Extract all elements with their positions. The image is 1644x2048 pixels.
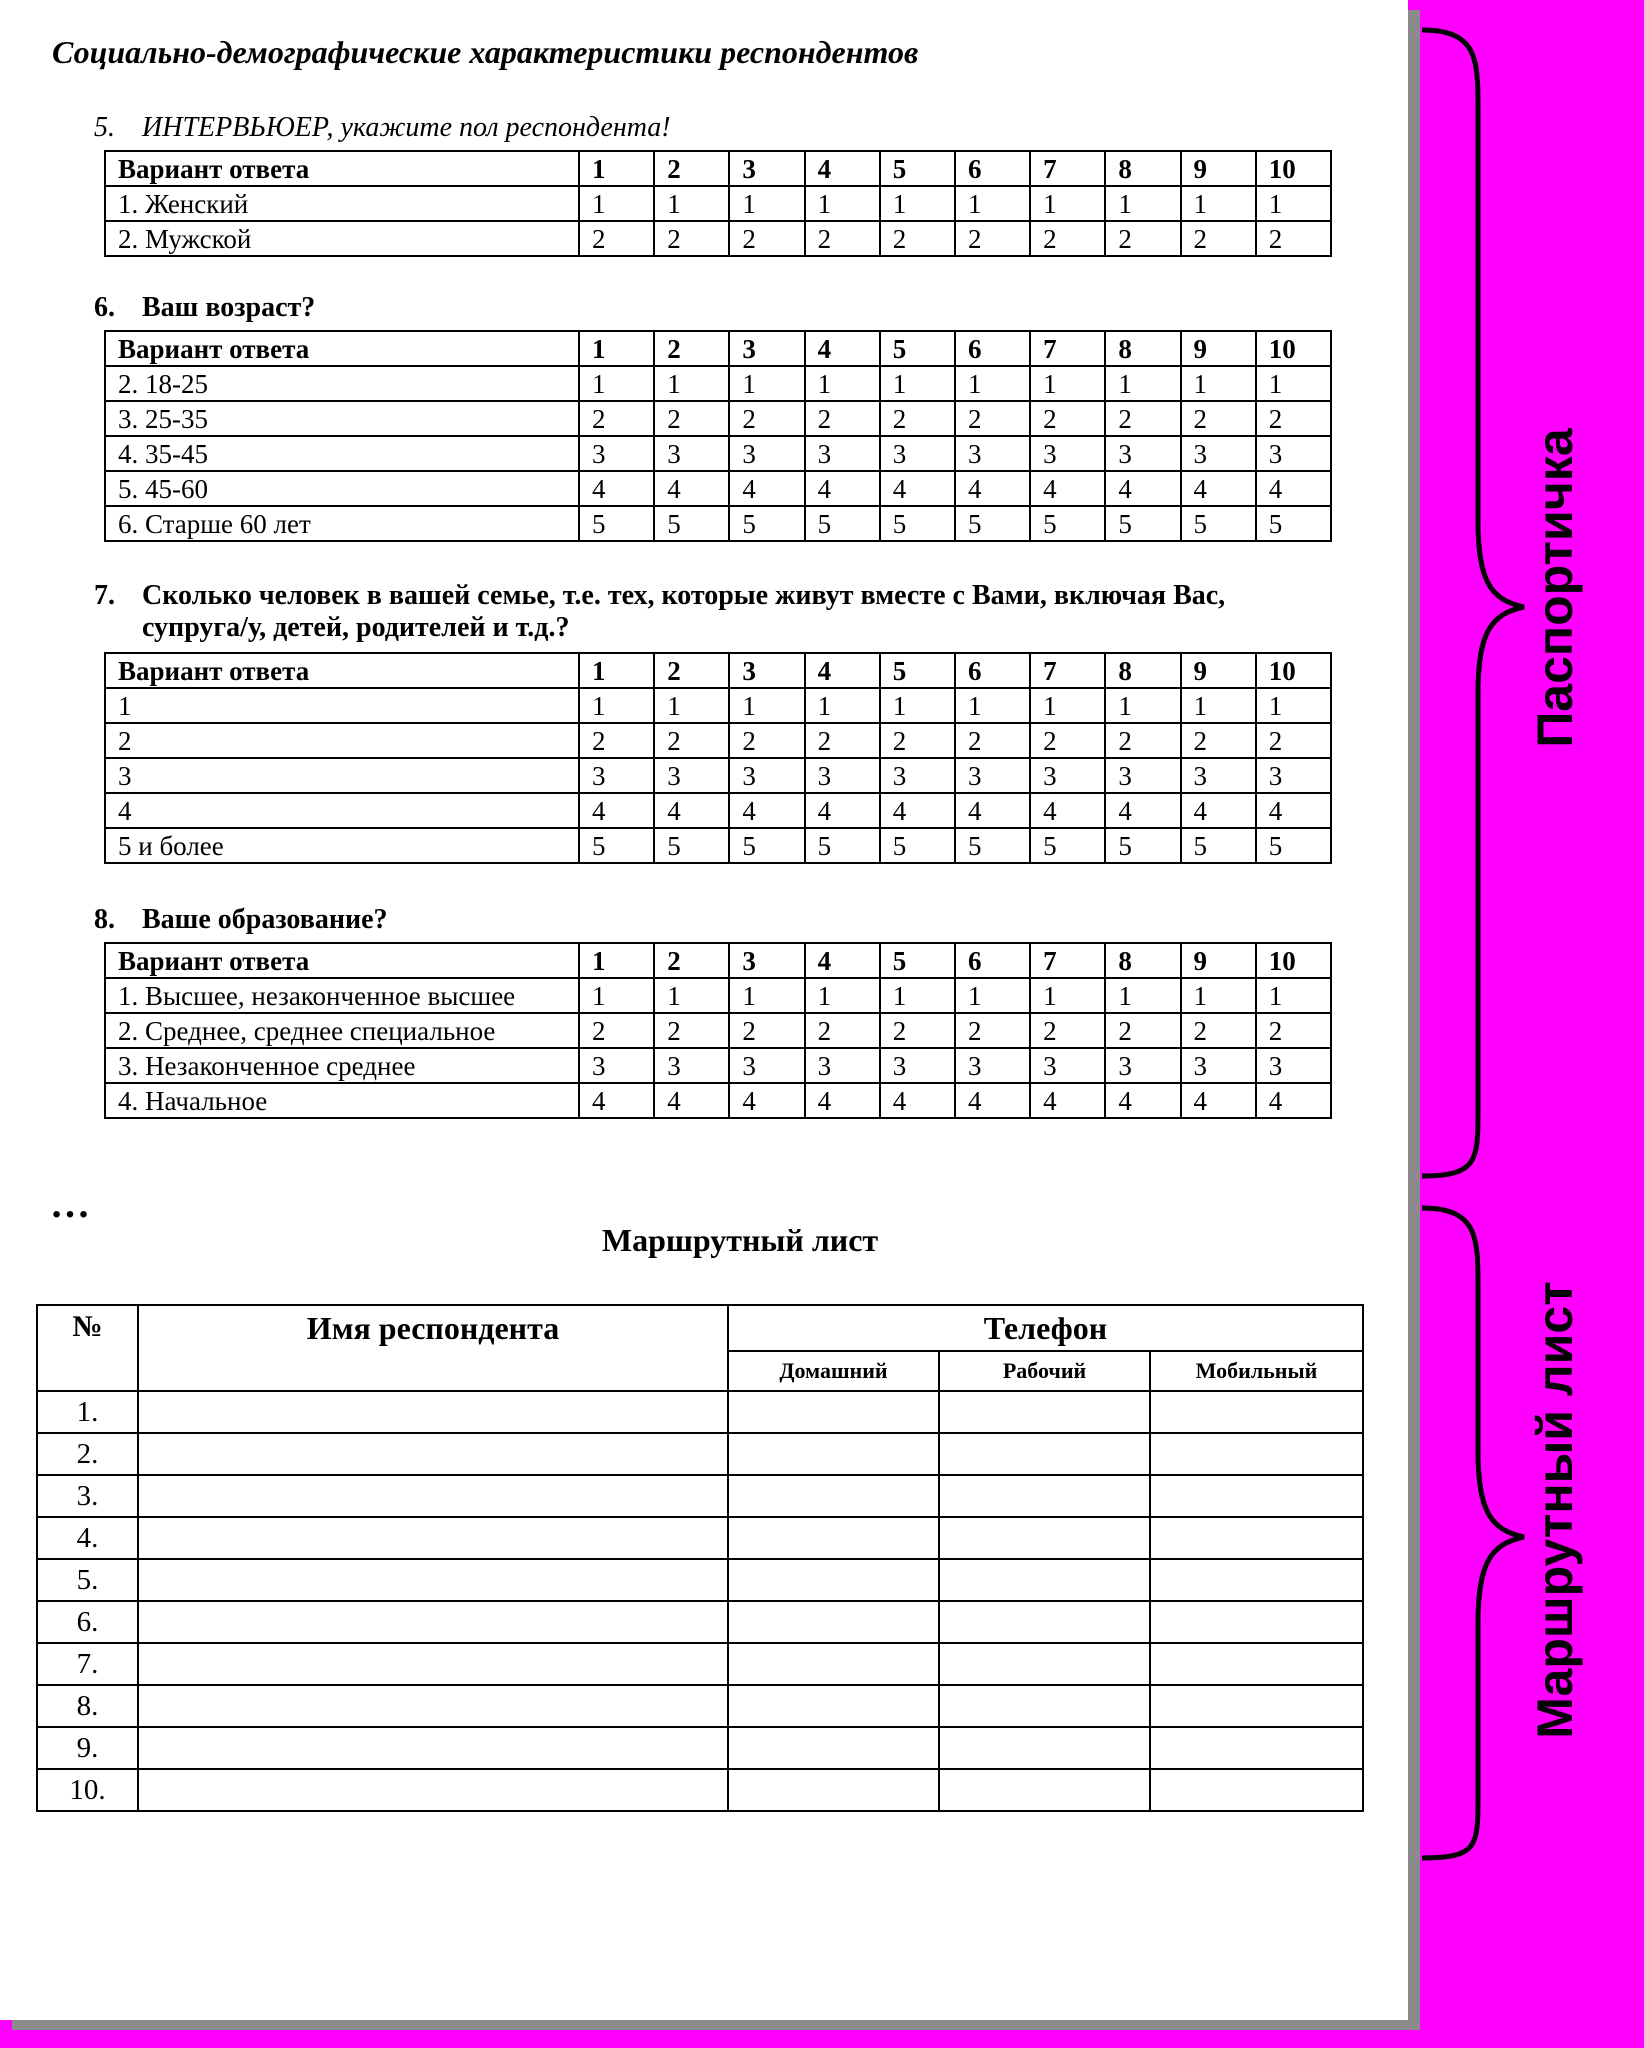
answer-code-cell[interactable]: 2 [729, 401, 804, 436]
answer-header-column: 4 [805, 151, 880, 186]
answer-code-cell[interactable]: 2 [579, 1013, 654, 1048]
answer-code-cell[interactable]: 2 [955, 221, 1030, 256]
answer-header-column: 2 [654, 151, 729, 186]
answer-option-label: 2 [105, 723, 579, 758]
answer-code-cell[interactable]: 5 [654, 506, 729, 541]
answer-code-cell[interactable]: 1 [579, 366, 654, 401]
answer-code-cell[interactable]: 3 [654, 1048, 729, 1083]
answer-code-cell[interactable]: 4 [579, 1083, 654, 1118]
answer-code-cell[interactable]: 1 [955, 688, 1030, 723]
answer-header-column: 9 [1181, 653, 1256, 688]
answer-code-cell[interactable]: 5 [955, 506, 1030, 541]
answer-header-column: 4 [805, 653, 880, 688]
answer-option-label: 1 [105, 688, 579, 723]
answer-code-cell[interactable]: 1 [729, 978, 804, 1013]
route-row-number: 3. [37, 1475, 138, 1517]
answer-code-cell[interactable]: 3 [579, 436, 654, 471]
question-text: Ваш возраст? [142, 292, 316, 323]
answer-code-cell[interactable]: 2 [880, 221, 955, 256]
answer-code-cell[interactable]: 1 [880, 366, 955, 401]
question-number: 6. [94, 292, 115, 323]
answer-code-cell[interactable]: 3 [1256, 1048, 1331, 1083]
answer-code-cell[interactable]: 1 [654, 186, 729, 221]
answer-code-cell[interactable]: 1 [729, 186, 804, 221]
answer-code-cell[interactable]: 5 [880, 506, 955, 541]
answer-code-cell[interactable]: 3 [880, 436, 955, 471]
answer-header-column: 7 [1030, 653, 1105, 688]
answer-code-cell[interactable]: 4 [1181, 1083, 1256, 1118]
answer-header-column: 9 [1181, 943, 1256, 978]
answer-code-cell[interactable]: 4 [955, 793, 1030, 828]
answer-code-cell[interactable]: 1 [955, 366, 1030, 401]
continuation-ellipsis: … [50, 1181, 92, 1226]
answer-code-cell[interactable]: 1 [1030, 186, 1105, 221]
answer-code-cell[interactable]: 3 [1030, 436, 1105, 471]
answer-code-cell[interactable]: 4 [1256, 1083, 1331, 1118]
answer-header-column: 10 [1256, 653, 1331, 688]
answer-header-column: 5 [880, 943, 955, 978]
question-number: 8. [94, 904, 115, 935]
answer-code-cell[interactable]: 2 [579, 221, 654, 256]
answer-code-cell[interactable]: 3 [1181, 436, 1256, 471]
answer-code-cell[interactable]: 2 [1181, 221, 1256, 256]
answer-code-cell[interactable]: 1 [1181, 688, 1256, 723]
answer-code-cell[interactable]: 1 [579, 978, 654, 1013]
answer-code-cell[interactable]: 3 [654, 436, 729, 471]
route-row-number: 7. [37, 1643, 138, 1685]
answer-option-label: 2. 18-25 [105, 366, 579, 401]
answer-code-cell[interactable]: 5 [654, 828, 729, 863]
answer-option-label: 2. Среднее, среднее специальное [105, 1013, 579, 1048]
section-title: Социально-демографические характеристики респондентов [52, 34, 919, 70]
answer-code-cell[interactable]: 3 [579, 1048, 654, 1083]
answer-code-cell[interactable]: 3 [805, 436, 880, 471]
answer-code-cell[interactable]: 4 [880, 471, 955, 506]
answer-header-column: 2 [654, 331, 729, 366]
answer-header-column: 7 [1030, 943, 1105, 978]
answer-code-cell[interactable]: 3 [579, 758, 654, 793]
answer-code-cell[interactable]: 4 [805, 1083, 880, 1118]
answer-header-column: 8 [1105, 151, 1180, 186]
answer-code-cell[interactable]: 1 [654, 366, 729, 401]
answer-header-column: 8 [1105, 653, 1180, 688]
answer-code-cell[interactable]: 4 [1105, 793, 1180, 828]
answer-header-column: 2 [654, 653, 729, 688]
answer-code-cell[interactable]: 1 [805, 688, 880, 723]
route-row-number: 6. [37, 1601, 138, 1643]
answer-code-cell[interactable]: 5 [805, 506, 880, 541]
answer-header-column: 6 [955, 943, 1030, 978]
answer-code-cell[interactable]: 4 [1256, 793, 1331, 828]
answer-option-label: 6. Старше 60 лет [105, 506, 579, 541]
answer-header-column: 10 [1256, 331, 1331, 366]
answer-code-cell[interactable]: 2 [579, 723, 654, 758]
answer-code-cell[interactable]: 4 [579, 471, 654, 506]
answer-code-cell[interactable]: 3 [729, 758, 804, 793]
route-header-phone-work: Рабочий [939, 1351, 1150, 1391]
answer-code-cell[interactable]: 1 [1105, 978, 1180, 1013]
answer-code-cell[interactable]: 1 [1105, 688, 1180, 723]
answer-code-cell[interactable]: 2 [1256, 401, 1331, 436]
answer-code-cell[interactable]: 4 [1181, 793, 1256, 828]
route-row-number: 10. [37, 1769, 138, 1811]
answer-code-cell[interactable]: 4 [1030, 793, 1105, 828]
route-row-number: 5. [37, 1559, 138, 1601]
question-text: ИНТЕРВЬЮЕР, укажите пол респондента! [142, 112, 671, 143]
answer-code-cell[interactable]: 3 [880, 1048, 955, 1083]
answer-header-column: 1 [579, 151, 654, 186]
answer-header-column: 6 [955, 653, 1030, 688]
answer-code-cell[interactable]: 2 [654, 723, 729, 758]
answer-code-cell[interactable]: 1 [579, 688, 654, 723]
answer-code-cell[interactable]: 3 [805, 758, 880, 793]
answer-code-cell[interactable]: 2 [729, 221, 804, 256]
answer-code-cell[interactable]: 1 [1030, 366, 1105, 401]
route-header-phone-mobile: Мобильный [1150, 1351, 1363, 1391]
answer-code-cell[interactable]: 2 [1181, 401, 1256, 436]
answer-code-cell[interactable]: 5 [805, 828, 880, 863]
answer-code-cell[interactable]: 4 [1105, 1083, 1180, 1118]
answer-code-cell[interactable]: 1 [805, 186, 880, 221]
answer-code-cell[interactable]: 4 [654, 1083, 729, 1118]
answer-header-column: 7 [1030, 151, 1105, 186]
answer-code-cell[interactable]: 3 [729, 436, 804, 471]
answer-code-cell[interactable]: 1 [654, 688, 729, 723]
answer-code-cell[interactable]: 2 [1030, 221, 1105, 256]
answer-code-cell[interactable]: 1 [1256, 688, 1331, 723]
answer-code-cell[interactable]: 2 [1105, 401, 1180, 436]
answer-code-cell[interactable]: 2 [654, 1013, 729, 1048]
answer-header-column: 3 [729, 151, 804, 186]
answer-code-cell[interactable]: 1 [1181, 186, 1256, 221]
answer-code-cell[interactable]: 3 [1256, 758, 1331, 793]
answer-header-column: 3 [729, 653, 804, 688]
answer-code-cell[interactable]: 2 [805, 401, 880, 436]
question-text: Сколько человек в вашей семье, т.е. тех, которые живут вместе с Вами, включая Вас, [142, 580, 1226, 611]
answer-code-cell[interactable]: 1 [955, 978, 1030, 1013]
answer-code-cell[interactable]: 5 [1105, 506, 1180, 541]
answer-code-cell[interactable]: 3 [1030, 1048, 1105, 1083]
answer-code-cell[interactable]: 5 [729, 506, 804, 541]
answer-code-cell[interactable]: 1 [729, 366, 804, 401]
route-row-number: 4. [37, 1517, 138, 1559]
answer-header-column: 10 [1256, 943, 1331, 978]
answer-code-cell[interactable]: 2 [729, 723, 804, 758]
route-row-number: 9. [37, 1727, 138, 1769]
answer-header-column: 9 [1181, 151, 1256, 186]
answer-option-label: 1. Женский [105, 186, 579, 221]
answer-header-column: 6 [955, 151, 1030, 186]
answer-code-cell[interactable]: 1 [1105, 366, 1180, 401]
upper-brace [1422, 30, 1524, 1176]
answer-option-label: 1. Высшее, незаконченное высшее [105, 978, 579, 1013]
answer-code-cell[interactable]: 3 [1181, 758, 1256, 793]
answer-option-label: 3 [105, 758, 579, 793]
answer-code-cell[interactable]: 4 [579, 793, 654, 828]
route-row-number: 2. [37, 1433, 138, 1475]
answer-header-column: 5 [880, 653, 955, 688]
answer-code-cell[interactable]: 2 [579, 401, 654, 436]
answer-header-column: 8 [1105, 331, 1180, 366]
answer-code-cell[interactable]: 1 [1030, 978, 1105, 1013]
question-text: Ваше образование? [142, 904, 388, 935]
answer-code-cell[interactable]: 5 [729, 828, 804, 863]
answer-option-label: 4 [105, 793, 579, 828]
side-label-upper: Паспортичка [1527, 428, 1583, 748]
answer-code-cell[interactable]: 2 [805, 1013, 880, 1048]
answer-header-label: Вариант ответа [105, 331, 579, 366]
answer-code-cell[interactable]: 3 [880, 758, 955, 793]
answer-code-cell[interactable]: 1 [1181, 366, 1256, 401]
answer-code-cell[interactable]: 2 [654, 221, 729, 256]
answer-code-cell[interactable]: 1 [654, 978, 729, 1013]
answer-header-column: 1 [579, 653, 654, 688]
answer-option-label: 4. Начальное [105, 1083, 579, 1118]
route-header-name: Имя респондента [138, 1305, 728, 1391]
answer-code-cell[interactable]: 2 [1256, 723, 1331, 758]
answer-header-column: 5 [880, 331, 955, 366]
answer-code-cell[interactable]: 4 [1030, 471, 1105, 506]
answer-code-cell[interactable]: 2 [880, 401, 955, 436]
answer-header-column: 7 [1030, 331, 1105, 366]
answer-header-column: 3 [729, 943, 804, 978]
answer-code-cell[interactable]: 1 [579, 186, 654, 221]
answer-header-label: Вариант ответа [105, 653, 579, 688]
answer-code-cell[interactable]: 5 [579, 828, 654, 863]
route-header-phone-home: Домашний [728, 1351, 939, 1391]
route-row-number: 8. [37, 1685, 138, 1727]
answer-code-cell[interactable]: 5 [579, 506, 654, 541]
answer-code-cell[interactable]: 1 [880, 978, 955, 1013]
answer-code-cell[interactable]: 5 [1030, 506, 1105, 541]
answer-code-cell[interactable]: 1 [880, 186, 955, 221]
answer-code-cell[interactable]: 2 [955, 723, 1030, 758]
answer-code-cell[interactable]: 3 [955, 1048, 1030, 1083]
answer-option-label: 5 и более [105, 828, 579, 863]
answer-code-cell[interactable]: 3 [955, 758, 1030, 793]
route-header-number: № [37, 1305, 138, 1391]
answer-code-cell[interactable]: 1 [1030, 688, 1105, 723]
answer-code-cell[interactable]: 1 [1256, 186, 1331, 221]
answer-code-cell[interactable]: 3 [654, 758, 729, 793]
answer-code-cell[interactable]: 4 [805, 471, 880, 506]
answer-code-cell[interactable]: 2 [1030, 401, 1105, 436]
answer-code-cell[interactable]: 4 [955, 1083, 1030, 1118]
answer-code-cell[interactable]: 2 [955, 1013, 1030, 1048]
answer-code-cell[interactable]: 2 [1105, 723, 1180, 758]
answer-code-cell[interactable]: 3 [729, 1048, 804, 1083]
answer-code-cell[interactable]: 4 [729, 471, 804, 506]
answer-header-label: Вариант ответа [105, 151, 579, 186]
answer-code-cell[interactable]: 2 [1030, 1013, 1105, 1048]
answer-code-cell[interactable]: 4 [729, 793, 804, 828]
answer-code-cell[interactable]: 3 [1181, 1048, 1256, 1083]
answer-code-cell[interactable]: 2 [955, 401, 1030, 436]
answer-code-cell[interactable]: 1 [1105, 186, 1180, 221]
answer-code-cell[interactable]: 2 [1256, 221, 1331, 256]
route-row-number: 1. [37, 1391, 138, 1433]
answer-code-cell[interactable]: 3 [1105, 436, 1180, 471]
question-number: 7. [94, 580, 115, 611]
answer-code-cell[interactable]: 4 [729, 1083, 804, 1118]
answer-code-cell[interactable]: 4 [1030, 1083, 1105, 1118]
answer-code-cell[interactable]: 3 [805, 1048, 880, 1083]
answer-code-cell[interactable]: 2 [880, 1013, 955, 1048]
answer-code-cell[interactable]: 2 [654, 401, 729, 436]
answer-code-cell[interactable]: 2 [805, 723, 880, 758]
answer-code-cell[interactable]: 1 [805, 366, 880, 401]
answer-option-label: 3. Незаконченное среднее [105, 1048, 579, 1083]
answer-code-cell[interactable]: 3 [1256, 436, 1331, 471]
question-number: 5. [94, 112, 115, 143]
answer-code-cell[interactable]: 5 [1256, 828, 1331, 863]
answer-code-cell[interactable]: 1 [1256, 978, 1331, 1013]
answer-option-label: 4. 35-45 [105, 436, 579, 471]
answer-header-column: 5 [880, 151, 955, 186]
answer-code-cell[interactable]: 2 [1030, 723, 1105, 758]
answer-code-cell[interactable]: 4 [1181, 471, 1256, 506]
answer-code-cell[interactable]: 1 [805, 978, 880, 1013]
answer-code-cell[interactable]: 4 [880, 1083, 955, 1118]
answer-code-cell[interactable]: 5 [1105, 828, 1180, 863]
answer-code-cell[interactable]: 1 [1181, 978, 1256, 1013]
answer-header-column: 4 [805, 943, 880, 978]
answer-code-cell[interactable]: 4 [1105, 471, 1180, 506]
answer-code-cell[interactable]: 3 [1105, 758, 1180, 793]
answer-code-cell[interactable]: 2 [1256, 1013, 1331, 1048]
answer-code-cell[interactable]: 3 [955, 436, 1030, 471]
answer-header-column: 8 [1105, 943, 1180, 978]
answer-code-cell[interactable]: 1 [955, 186, 1030, 221]
answer-header-column: 6 [955, 331, 1030, 366]
answer-code-cell[interactable]: 2 [880, 723, 955, 758]
answer-code-cell[interactable]: 5 [880, 828, 955, 863]
answer-code-cell[interactable]: 2 [1105, 221, 1180, 256]
answer-code-cell[interactable]: 5 [1181, 828, 1256, 863]
answer-code-cell[interactable]: 5 [1030, 828, 1105, 863]
answer-header-column: 3 [729, 331, 804, 366]
answer-header-column: 4 [805, 331, 880, 366]
answer-header-column: 10 [1256, 151, 1331, 186]
answer-option-label: 3. 25-35 [105, 401, 579, 436]
answer-code-cell[interactable]: 5 [1256, 506, 1331, 541]
answer-code-cell[interactable]: 4 [654, 471, 729, 506]
answer-code-cell[interactable]: 2 [805, 221, 880, 256]
answer-code-cell[interactable]: 3 [1105, 1048, 1180, 1083]
answer-code-cell[interactable]: 2 [1181, 1013, 1256, 1048]
answer-code-cell[interactable]: 1 [880, 688, 955, 723]
answer-option-label: 2. Мужской [105, 221, 579, 256]
answer-code-cell[interactable]: 2 [729, 1013, 804, 1048]
answer-header-column: 1 [579, 943, 654, 978]
route-header-phone: Телефон [728, 1305, 1363, 1351]
route-sheet-title: Маршрутный лист [601, 1222, 879, 1258]
answer-code-cell[interactable]: 4 [805, 793, 880, 828]
answer-code-cell[interactable]: 5 [1181, 506, 1256, 541]
answer-code-cell[interactable]: 1 [729, 688, 804, 723]
answer-code-cell[interactable]: 3 [1030, 758, 1105, 793]
answer-code-cell[interactable]: 2 [1105, 1013, 1180, 1048]
lower-brace [1422, 1208, 1524, 1858]
answer-code-cell[interactable]: 4 [1256, 471, 1331, 506]
answer-header-label: Вариант ответа [105, 943, 579, 978]
side-label-lower: Маршрутный лист [1527, 1281, 1583, 1739]
answer-header-column: 1 [579, 331, 654, 366]
answer-code-cell[interactable]: 1 [1256, 366, 1331, 401]
answer-code-cell[interactable]: 4 [654, 793, 729, 828]
question-text: супруга/у, детей, родителей и т.д.? [142, 612, 570, 643]
answer-option-label: 5. 45-60 [105, 471, 579, 506]
answer-code-cell[interactable]: 4 [880, 793, 955, 828]
answer-header-column: 9 [1181, 331, 1256, 366]
answer-header-column: 2 [654, 943, 729, 978]
answer-code-cell[interactable]: 5 [955, 828, 1030, 863]
answer-code-cell[interactable]: 4 [955, 471, 1030, 506]
answer-code-cell[interactable]: 2 [1181, 723, 1256, 758]
